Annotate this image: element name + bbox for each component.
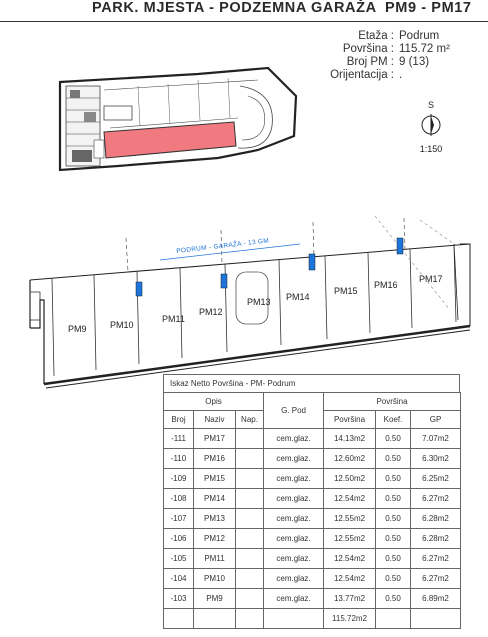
page-header bbox=[0, 0, 488, 22]
info-row-orijentacija bbox=[300, 69, 479, 82]
info-label: Orijentacija : bbox=[330, 69, 394, 81]
area-table bbox=[163, 374, 460, 629]
header-divider bbox=[0, 21, 488, 22]
cell-nap bbox=[236, 509, 264, 529]
table-row bbox=[164, 429, 461, 449]
cell-povrsina: 12.55m2 bbox=[324, 529, 376, 549]
cell-nap bbox=[236, 449, 264, 469]
cell-broj: -108 bbox=[164, 489, 194, 509]
cell-broj: -111 bbox=[164, 429, 194, 449]
cell-naziv: PM10 bbox=[194, 569, 236, 589]
cell-povrsina: 12.54m2 bbox=[324, 489, 376, 509]
info-label: Površina : bbox=[342, 43, 394, 55]
table-row bbox=[164, 529, 461, 549]
cell-gp: 6.27m2 bbox=[411, 549, 461, 569]
garage-label: PODRUM - GARAŽA - 13 GM bbox=[176, 237, 270, 255]
slot-label-pm9: PM9 bbox=[68, 324, 87, 334]
cell-koef: 0.50 bbox=[376, 449, 411, 469]
cell-koef: 0.50 bbox=[376, 509, 411, 529]
cell-gpod: cem.glaz. bbox=[264, 549, 324, 569]
cell-naziv: PM12 bbox=[194, 529, 236, 549]
group-header-opis: Opis bbox=[164, 393, 264, 411]
cell-gpod: cem.glaz. bbox=[264, 589, 324, 609]
info-value: 115.72 m² bbox=[399, 43, 450, 55]
column-header-gpod: G. Pod bbox=[264, 393, 324, 429]
floor-plan bbox=[0, 200, 488, 390]
table-total-row bbox=[164, 609, 461, 629]
cell-povrsina: 13.77m2 bbox=[324, 589, 376, 609]
cell-povrsina: 12.54m2 bbox=[324, 549, 376, 569]
cell-nap bbox=[236, 589, 264, 609]
slot-label-pm17: PM17 bbox=[419, 274, 443, 284]
cell-nap bbox=[236, 529, 264, 549]
cell-broj: -103 bbox=[164, 589, 194, 609]
cell-naziv: PM9 bbox=[194, 589, 236, 609]
cell-gp: 6.28m2 bbox=[411, 509, 461, 529]
info-block bbox=[300, 30, 479, 82]
slot-label-pm12: PM12 bbox=[199, 307, 223, 317]
cell-gpod: cem.glaz. bbox=[264, 489, 324, 509]
column-header-naziv: Naziv bbox=[194, 411, 236, 429]
group-header-povrsina: Površina bbox=[324, 393, 461, 411]
cell-naziv: PM13 bbox=[194, 509, 236, 529]
cell-koef: 0.50 bbox=[376, 589, 411, 609]
table-caption: Iskaz Netto Površina - PM- Podrum bbox=[163, 374, 460, 392]
cell-naziv: PM17 bbox=[194, 429, 236, 449]
info-label: Etaža : bbox=[358, 30, 394, 42]
total-area: 115.72m2 bbox=[324, 609, 376, 629]
cell-nap bbox=[236, 489, 264, 509]
cell-gp: 6.27m2 bbox=[411, 569, 461, 589]
cell-gpod: cem.glaz. bbox=[264, 569, 324, 589]
total-empty bbox=[411, 609, 461, 629]
table-group-header bbox=[164, 393, 461, 411]
table-row bbox=[164, 489, 461, 509]
table-row bbox=[164, 449, 461, 469]
compass bbox=[411, 100, 451, 160]
scale-label: 1:150 bbox=[419, 144, 443, 154]
info-value: 9 (13) bbox=[399, 56, 430, 68]
cell-povrsina: 12.55m2 bbox=[324, 509, 376, 529]
cell-broj: -104 bbox=[164, 569, 194, 589]
cell-koef: 0.50 bbox=[376, 429, 411, 449]
cell-naziv: PM15 bbox=[194, 469, 236, 489]
cell-nap bbox=[236, 429, 264, 449]
cell-broj: -110 bbox=[164, 449, 194, 469]
slot-label-pm15: PM15 bbox=[334, 286, 358, 296]
column-header-koef: Koef. bbox=[376, 411, 411, 429]
table-row bbox=[164, 569, 461, 589]
table-row bbox=[164, 509, 461, 529]
slot-label-pm10: PM10 bbox=[110, 320, 134, 330]
cell-naziv: PM11 bbox=[194, 549, 236, 569]
info-value: . bbox=[399, 69, 403, 81]
cell-nap bbox=[236, 549, 264, 569]
info-row-povrsina bbox=[300, 43, 479, 56]
cell-gp: 6.27m2 bbox=[411, 489, 461, 509]
info-label: Broj PM : bbox=[346, 56, 394, 68]
page-title: PARK. MJESTA - PODZEMNA GARAŽA bbox=[92, 0, 377, 16]
cell-gpod: cem.glaz. bbox=[264, 509, 324, 529]
cell-koef: 0.50 bbox=[376, 529, 411, 549]
cell-gpod: cem.glaz. bbox=[264, 529, 324, 549]
key-plan bbox=[58, 66, 298, 174]
column-header-nap: Nap. bbox=[236, 411, 264, 429]
table-row bbox=[164, 549, 461, 569]
cell-broj: -106 bbox=[164, 529, 194, 549]
cell-koef: 0.50 bbox=[376, 549, 411, 569]
total-empty bbox=[376, 609, 411, 629]
total-empty bbox=[236, 609, 264, 629]
cell-koef: 0.50 bbox=[376, 569, 411, 589]
table-row bbox=[164, 469, 461, 489]
total-empty bbox=[164, 609, 194, 629]
cell-gp: 6.28m2 bbox=[411, 529, 461, 549]
cell-gpod: cem.glaz. bbox=[264, 449, 324, 469]
cell-gpod: cem.glaz. bbox=[264, 469, 324, 489]
compass-icon bbox=[411, 111, 451, 141]
cell-nap bbox=[236, 569, 264, 589]
area-table-grid bbox=[163, 392, 461, 629]
column-header-gp: GP bbox=[411, 411, 461, 429]
cell-naziv: PM14 bbox=[194, 489, 236, 509]
slot-label-pm16: PM16 bbox=[374, 280, 398, 290]
unit-code: PM9 - PM17 bbox=[385, 0, 472, 16]
cell-gp: 6.30m2 bbox=[411, 449, 461, 469]
cell-povrsina: 12.54m2 bbox=[324, 569, 376, 589]
info-row-etaza bbox=[300, 30, 479, 43]
cell-koef: 0.50 bbox=[376, 469, 411, 489]
cell-povrsina: 12.60m2 bbox=[324, 449, 376, 469]
cell-gp: 6.89m2 bbox=[411, 589, 461, 609]
table-row bbox=[164, 589, 461, 609]
cell-broj: -107 bbox=[164, 509, 194, 529]
floor-plan-drawing bbox=[0, 200, 488, 390]
column-header-broj: Broj bbox=[164, 411, 194, 429]
slot-label-pm13: PM13 bbox=[247, 297, 271, 307]
slot-label-pm14: PM14 bbox=[286, 292, 310, 302]
cell-gpod: cem.glaz. bbox=[264, 429, 324, 449]
cell-nap bbox=[236, 469, 264, 489]
cell-gp: 7.07m2 bbox=[411, 429, 461, 449]
compass-letter: S bbox=[427, 100, 434, 110]
cell-gp: 6.25m2 bbox=[411, 469, 461, 489]
cell-povrsina: 12.50m2 bbox=[324, 469, 376, 489]
cell-koef: 0.50 bbox=[376, 489, 411, 509]
cell-povrsina: 14.13m2 bbox=[324, 429, 376, 449]
slot-label-pm11: PM11 bbox=[162, 314, 185, 324]
cell-broj: -105 bbox=[164, 549, 194, 569]
cell-broj: -109 bbox=[164, 469, 194, 489]
total-empty bbox=[194, 609, 236, 629]
info-row-broj-pm bbox=[300, 56, 479, 69]
total-empty bbox=[264, 609, 324, 629]
info-value: Podrum bbox=[399, 30, 440, 42]
column-header-povrsina: Površina bbox=[324, 411, 376, 429]
cell-naziv: PM16 bbox=[194, 449, 236, 469]
